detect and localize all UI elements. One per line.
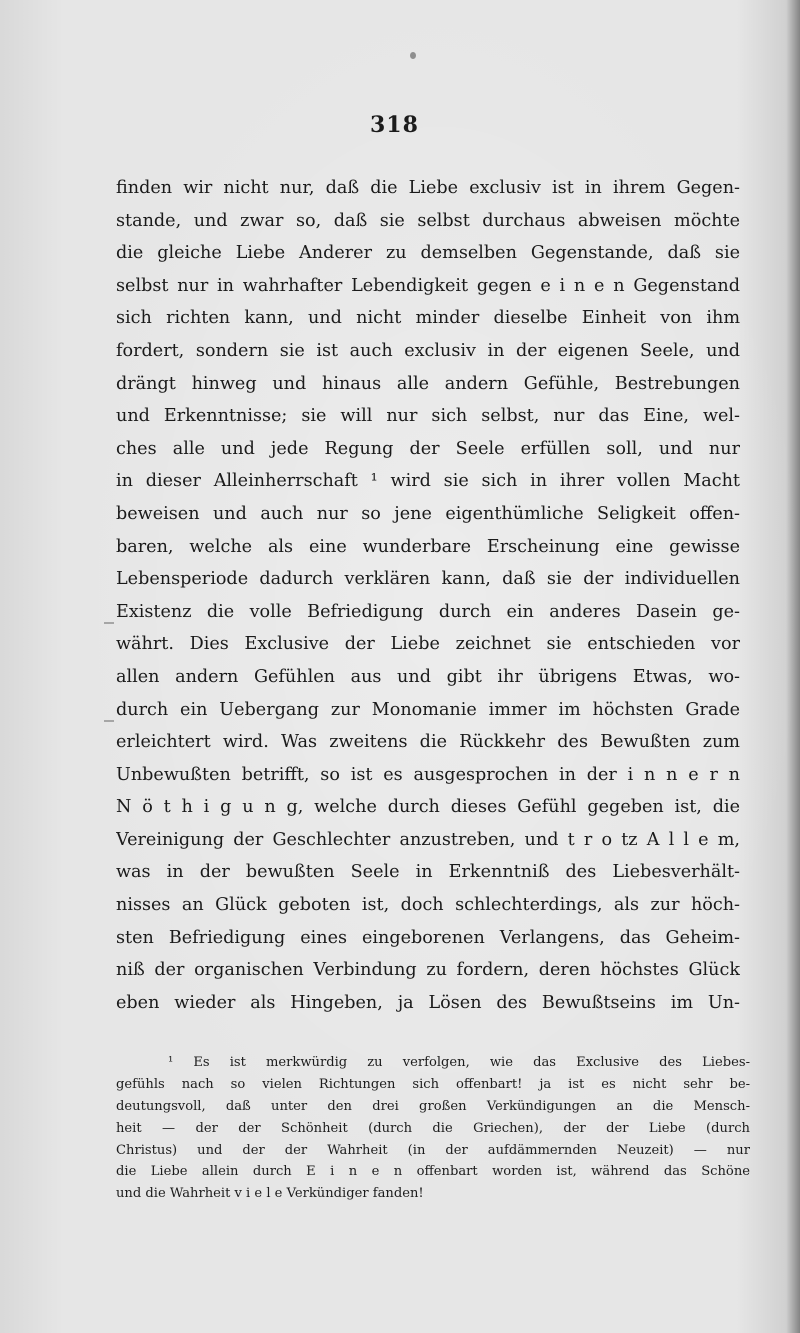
text-line: nisses an Glück geboten ist, doch schlechterdings, als zur höch- — [116, 895, 740, 916]
text-line: währt. Dies Exclusive der Liebe zeichnet sie entschieden vor — [116, 634, 740, 655]
text-line: Unbewußten betrifft, so ist es ausgesprochen in der i n n e r n — [116, 764, 740, 785]
margin-mark — [104, 720, 114, 722]
text-line: finden wir nicht nur, daß die Liebe exclusiv ist in ihrem Gegen- — [116, 178, 740, 198]
text-line: und Erkenntnisse; sie will nur sich selbst, nur das Eine, wel- — [116, 406, 740, 427]
text-line: erleichtert wird. Was zweitens die Rückkehr des Bewußten zum — [116, 732, 740, 753]
text-line: die gleiche Liebe Anderer zu demselben Gegenstande, daß sie — [116, 243, 740, 264]
text-line: eben wieder als Hingeben, ja Lösen des Bewußtseins im Un- — [116, 992, 740, 1013]
text-line: Vereinigung der Geschlechter anzustreben, und t r o tz A l l e m, — [116, 829, 740, 850]
text-line: sten Befriedigung eines eingeborenen Verlangens, das Geheim- — [116, 927, 740, 948]
text-line: in dieser Alleinherrschaft ¹ wird sie sich in ihrer vollen Macht — [116, 471, 740, 492]
text-line: beweisen und auch nur so jene eigenthümliche Seligkeit offen- — [116, 503, 740, 524]
body-text — [116, 172, 740, 1019]
page-number: 318 — [370, 112, 419, 138]
footnote — [116, 1052, 750, 1205]
text-line: drängt hinweg und hinaus alle andern Gefühle, Bestrebungen — [116, 373, 740, 394]
text-line: niß der organischen Verbindung zu fordern, deren höchstes Glück — [116, 960, 740, 981]
text-line: durch ein Uebergang zur Monomanie immer im höchsten Grade — [116, 699, 740, 720]
footnote-line: Christus) und der der Wahrheit (in der aufdämmernden Neuzeit) — nur — [116, 1142, 750, 1158]
footnote-line: heit — der der Schönheit (durch die Griechen), der der Liebe (durch — [116, 1120, 750, 1136]
text-line: baren, welche als eine wunderbare Erscheinung eine gewisse — [116, 536, 740, 557]
footnote-line: und die Wahrheit v i e l e Verkündiger fanden! — [116, 1186, 424, 1202]
text-line: stande, und zwar so, daß sie selbst durchaus abweisen möchte — [116, 210, 740, 231]
footnote-line: ¹ Es ist merkwürdig zu verfolgen, wie das Exclusive des Liebes- — [168, 1055, 750, 1070]
ink-speck — [410, 52, 416, 59]
text-line: selbst nur in wahrhafter Lebendigkeit gegen e i n e n Gegenstand — [116, 275, 740, 296]
footnote-line: gefühls nach so vielen Richtungen sich offenbart! ja ist es nicht sehr be- — [116, 1076, 750, 1092]
text-line: was in der bewußten Seele in Erkenntniß des Liebesverhält- — [116, 862, 740, 883]
text-line: Lebensperiode dadurch verklären kann, daß sie der individuellen — [116, 569, 740, 590]
margin-mark — [104, 622, 114, 624]
text-line: ches alle und jede Regung der Seele erfüllen soll, und nur — [116, 438, 740, 459]
text-line: sich richten kann, und nicht minder dieselbe Einheit von ihm — [116, 308, 740, 329]
page-edge-shadow — [786, 0, 800, 1333]
text-line: Existenz die volle Befriedigung durch ein anderes Dasein ge- — [116, 601, 740, 622]
footnote-line: die Liebe allein durch E i n e n offenbart worden ist, während das Schöne — [116, 1164, 750, 1180]
footnote-line: deutungsvoll, daß unter den drei großen Verkündigungen an die Mensch- — [116, 1098, 750, 1114]
text-line: fordert, sondern sie ist auch exclusiv in der eigenen Seele, und — [116, 340, 740, 361]
text-line: allen andern Gefühlen aus und gibt ihr übrigens Etwas, wo- — [116, 666, 740, 687]
text-line: N ö t h i g u n g, welche durch dieses Gefühl gegeben ist, die — [116, 797, 740, 818]
